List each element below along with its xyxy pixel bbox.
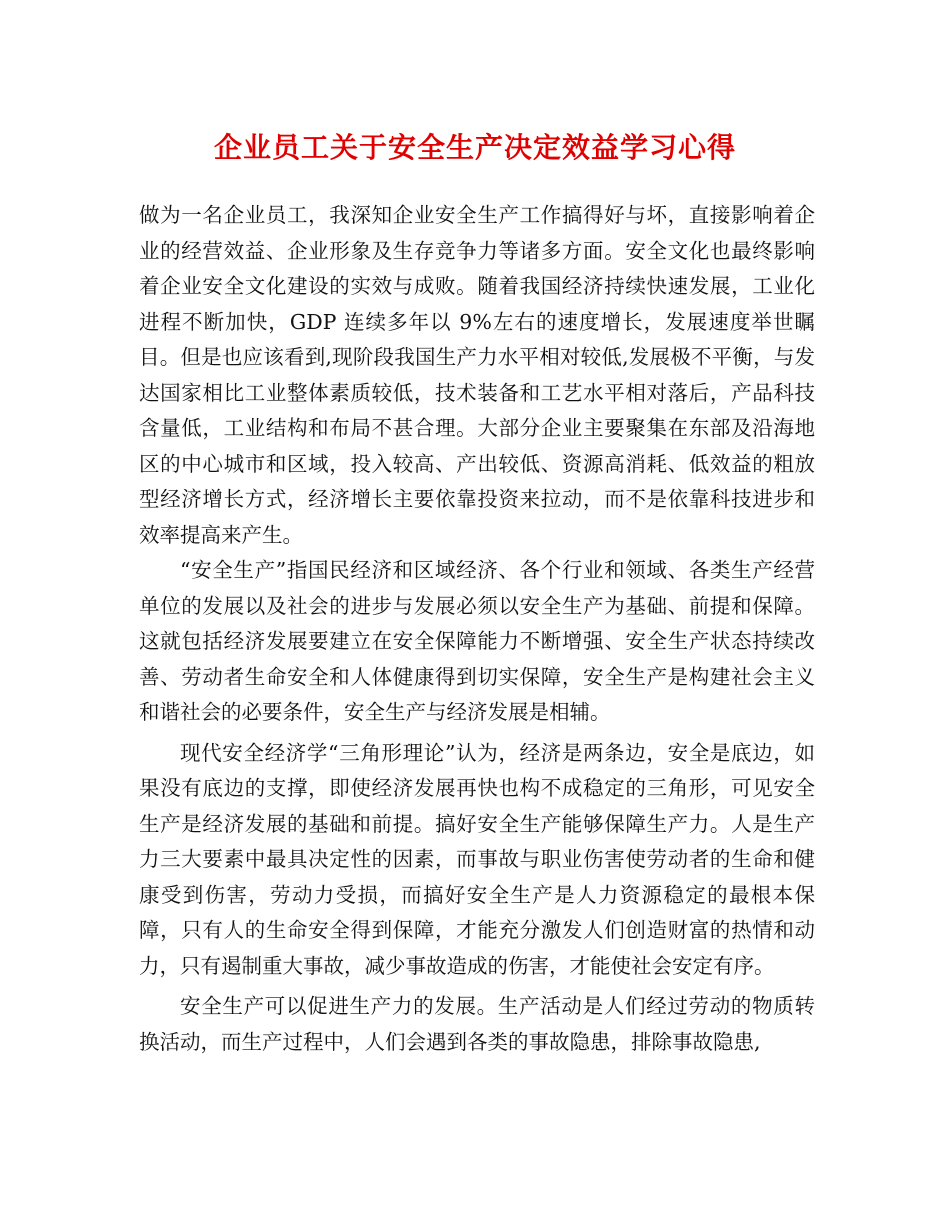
paragraph-4: 安全生产可以促进生产力的发展。生产活动是人们经过劳动的物质转换活动，而生产过程中，人们会遇到各类的事故隐患，排除事故隐患,	[139, 994, 815, 1054]
paragraph-2: “安全生产”指国民经济和区域经济、各个行业和领域、各类生产经营单位的发展以及社会的进步与发展必须以安全生产为基础、前提和保障。这就包括经济发展要建立在安全保障能力不断增强、安全生产状态持续改善、劳动者生命安全和人体健康得到切实保障，安全生产是构建社会主义和谐社会的必要条件，安全生产与经济发展是相辅。	[139, 558, 815, 724]
document-title: 企业员工关于安全生产决定效益学习心得	[213, 131, 736, 164]
paragraph-3: 现代安全经济学“三角形理论”认为，经济是两条边，安全是底边，如果没有底边的支撑，即使经济发展再快也构不成稳定的三角形，可见安全生产是经济发展的基础和前提。搞好安全生产能够保障生产力。人是生产力三大要素中最具决定性的因素，而事故与职业伤害使劳动者的生命和健康受到伤害，劳动力受损，而搞好安全生产是人力资源稳定的最根本保障，只有人的生命安全得到保障，才能充分激发人们创造财富的热情和动力，只有遏制重大事故，减少事故造成的伤害，才能使社会安定有序。	[139, 740, 815, 978]
paragraph-1: 做为一名企业员工，我深知企业安全生产工作搞得好与坏，直接影响着企业的经营效益、企业形象及生存竞争力等诸多方面。安全文化也最终影响着企业安全文化建设的实效与成败。随着我国经济持续快速发展，工业化进程不断加快，GDP 连续多年以 9%左右的速度增长，发展速度举世瞩目。但是也应该看到,现阶段我国生产力水平相对较低,发展极不平衡，与发达国家相比工业整体素质较低，技术装备和工艺水平相对落后，产品科技含量低，工业结构和布局不甚合理。大部分企业主要聚集在东部及沿海地区的中心城市和区域，投入较高、产出较低、资源高消耗、低效益的粗放型经济增长方式，经济增长主要依靠投资来拉动，而不是依靠科技进步和效率提高来产生。	[139, 203, 815, 547]
document-body	[139, 198, 815, 1060]
